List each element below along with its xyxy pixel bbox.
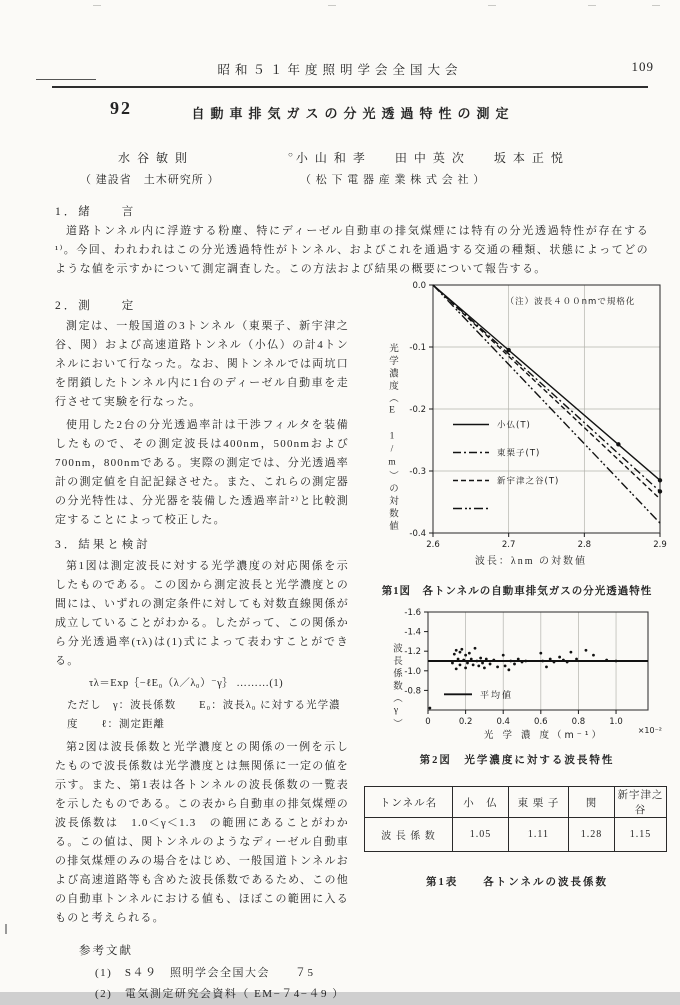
registration-mark: [652, 5, 660, 6]
figure-1-line-chart: [372, 272, 668, 562]
svg-text:2.6: 2.6: [426, 540, 440, 550]
page-number: 109: [631, 59, 654, 74]
table-1-col-header: 小 仏: [453, 787, 509, 818]
paper-number: 92: [110, 98, 132, 118]
author-group-2: [288, 149, 565, 166]
svg-text:新宇津之谷(T): 新宇津之谷(T): [497, 476, 560, 487]
svg-text:0.8: 0.8: [571, 717, 586, 727]
equation-1: τλ＝Exp｛−ℓE₀（λ／λ₀）⁻γ｝ ………(1): [89, 678, 284, 689]
figure-2-caption: 第2図 光学濃度に対する波長特性: [419, 755, 615, 766]
svg-text:0.6: 0.6: [534, 717, 548, 727]
registration-mark: [328, 5, 336, 6]
section-heading-measurement: 2．測 定: [55, 300, 137, 312]
svg-text:小仏(T): 小仏(T): [497, 420, 531, 431]
svg-text:平均値: 平均値: [480, 690, 514, 701]
paper-title: 自動車排気ガスの分光透過特性の測定: [191, 106, 515, 121]
svg-text:-1.6: -1.6: [404, 608, 421, 618]
results-paragraph-2: 第2図は波長係数と光学濃度との関係の一例を示したもので波長係数は光学濃度とは無関係に一定の値を示す。また、第1表は各トンネルの波長係数の一覧表を示したものである。この表から自動車の排気煤煙の波長係数は 1.0＜γ＜1.3 の範囲にあることがわかる。この値は、関トンネルのようなディーゼル自動車の排気煤煙のみの場合をはじめ、一般国道トンネルおよび高速道路等も含めた波長係数であるため、この他の自動車トンネルにおける値も、ほぼこの範囲に入るものと考えられる。: [55, 741, 349, 924]
table-1-value: 1.15: [615, 818, 667, 852]
svg-text:-0.8: -0.8: [404, 686, 421, 697]
table-1-row-label: 波 長 係 数: [365, 818, 453, 852]
section-heading-intro: 1．緒 言: [55, 206, 137, 218]
reference-2: (2) 電気測定研究会資料（ EM−７4−４9 ）: [95, 988, 345, 1000]
svg-text:0.4: 0.4: [496, 717, 510, 727]
svg-text:0.2: 0.2: [458, 717, 473, 727]
table-1-caption: 第1表 各トンネルの波長係数: [426, 877, 608, 888]
registration-mark: [488, 5, 496, 6]
figure-1-x-axis-label: 波長：λnm の対数値: [474, 556, 588, 567]
figure-1-caption: 第1図 各トンネルの自動車排気ガスの分光透過特性: [381, 586, 653, 597]
registration-mark: [93, 5, 101, 6]
affiliation-2: （ 松 下 電 器 産 業 株 式 会 社 ）: [300, 174, 486, 186]
edge-mark: [5, 924, 7, 934]
svg-text:-1.2: -1.2: [404, 647, 421, 658]
reference-1: (1) S４９ 照明学会全国大会 ７5: [95, 967, 315, 979]
equation-1-note: ただし γ：波長係数 E₀：波長λ₀ に対する光学濃度 ℓ：測定距離: [67, 700, 341, 730]
svg-text:-0.2: -0.2: [409, 405, 426, 415]
figure-1-y-axis-label: 光学濃度（E 1/m）の対数値: [387, 343, 397, 533]
svg-text:0.0: 0.0: [412, 281, 426, 291]
references-heading: 参考文献: [79, 945, 133, 957]
measurement-paragraph-1: 測定は、一般国道の3トンネル（東栗子、新宇津之谷、関）および高速道路トンネル（小仏）の計4トンネルにおいて行なった。なお、関トンネルでは両坑口を閉鎖したトンネル内に1台のディーゼル自動車を走行させて実験を行なった。: [55, 320, 349, 408]
left-column: [55, 317, 349, 1005]
registration-mark: [588, 5, 596, 6]
svg-text:1.0: 1.0: [609, 717, 623, 727]
svg-text:（注）波長４００nmで規格化: （注）波長４００nmで規格化: [505, 297, 636, 307]
table-1-col-header: 新宇津之谷: [615, 787, 667, 818]
table-1-value: 1.28: [569, 818, 615, 852]
author-group-1: 水 谷 敏 則: [118, 151, 190, 165]
table-1-value: 1.11: [509, 818, 569, 852]
svg-text:-1.4: -1.4: [404, 627, 421, 638]
measurement-paragraph-2: 使用した2台の分光透過率計は干渉フィルタを装備したもので、その測定波長は400nm，500nmおよび700nm，800nmである。実際の測定では、分光透過率計の測定値を自記記録させた。また、これらの測定器の分光特性は、分光器を装備した透過率計²⁾と比較測定することによって校正した。: [55, 419, 349, 526]
svg-text:2.7: 2.7: [501, 540, 516, 550]
table-1-col-header: 関: [569, 787, 615, 818]
conference-title: 昭和５１年度照明学会全国大会: [217, 63, 463, 77]
svg-text:×10⁻²: ×10⁻²: [637, 726, 662, 735]
results-paragraph-1: 第1図は測定波長に対する光学濃度の対応関係を示したものである。この図から測定波長と光学濃度との間には、いずれの測定条件に対しても対数直線関係が成立していることがわかる。したがって、この関係から分光透過率(τλ)は(1)式によって表わすことができる。: [55, 560, 349, 667]
svg-text:2.8: 2.8: [577, 540, 592, 550]
header-rule: [52, 86, 648, 88]
header-rule-left: [36, 79, 96, 80]
table-1: [364, 786, 667, 852]
svg-text:-0.3: -0.3: [409, 467, 426, 477]
table-1-value: 1.05: [453, 818, 509, 852]
svg-text:光 学 濃 度（m⁻¹）: 光 学 濃 度（m⁻¹）: [483, 730, 605, 741]
svg-text:0: 0: [425, 717, 431, 727]
svg-text:-0.1: -0.1: [409, 343, 426, 353]
table-1-value-row: [365, 818, 667, 852]
section-heading-results: 3．結果と検討: [55, 539, 151, 551]
svg-text:2.9: 2.9: [653, 540, 667, 550]
svg-text:-0.4: -0.4: [409, 529, 426, 539]
affiliation-1: （ 建設省 土木研究所 ）: [80, 174, 220, 186]
author-group-2-names: 小 山 和 孝 田 中 英 次 坂 本 正 悦: [295, 151, 565, 165]
svg-text:東栗子(T): 東栗子(T): [497, 448, 541, 459]
presenter-mark: ○: [288, 150, 295, 159]
svg-text:-1.0: -1.0: [404, 666, 421, 677]
figure-2-y-axis-label: 波長係数（γ）: [391, 643, 401, 731]
table-1-col-header: 東 栗 子: [509, 787, 569, 818]
figure-2-scatter-chart: [372, 606, 668, 748]
table-1-header-row: [365, 787, 667, 818]
intro-paragraph: 道路トンネル内に浮遊する粉塵、特にディーゼル自動車の排気煤煙には特有の分光透過特性が存在する¹⁾。今回、われわれはこの分光透過特性がトンネル、およびこれを通過する交通の種類、状態によってどのような値を示すかについて測定調査した。この方法および結果の概要について報告する。: [55, 225, 649, 275]
table-1-corner-header: トンネル名: [365, 787, 453, 818]
